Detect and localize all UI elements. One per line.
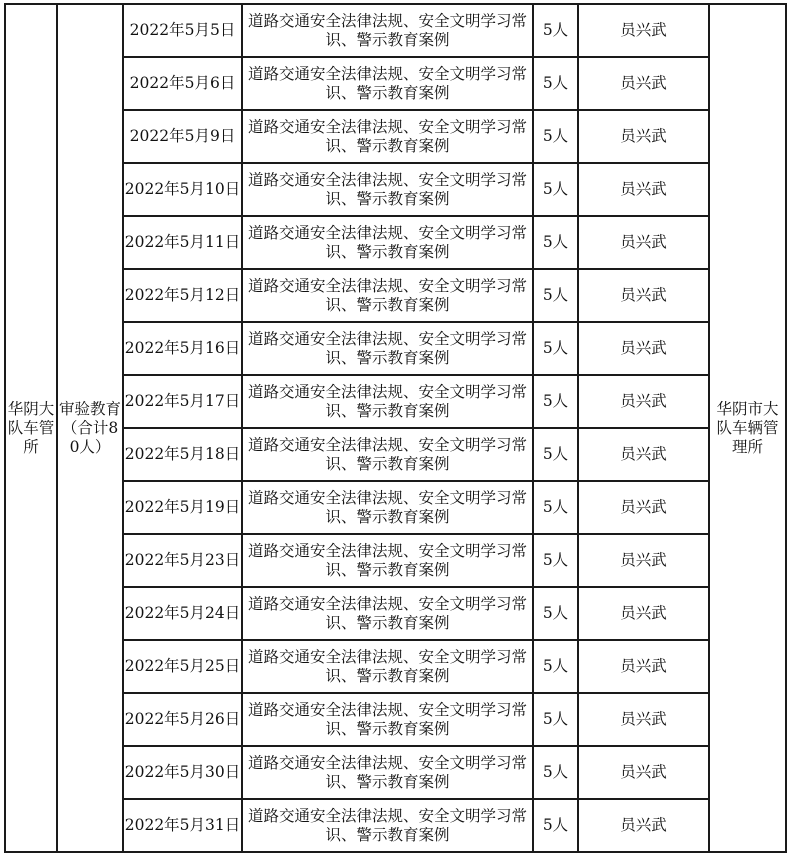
teacher-cell: 员兴武 — [578, 428, 709, 481]
content-cell: 道路交通安全法律法规、安全文明学习常识、警示教育案例 — [242, 534, 533, 587]
content-cell: 道路交通安全法律法规、安全文明学习常识、警示教育案例 — [242, 375, 533, 428]
content-cell: 道路交通安全法律法规、安全文明学习常识、警示教育案例 — [242, 110, 533, 163]
count-cell: 5人 — [533, 216, 578, 269]
date-cell: 2022年5月10日 — [123, 163, 242, 216]
content-cell: 道路交通安全法律法规、安全文明学习常识、警示教育案例 — [242, 163, 533, 216]
table-row — [5, 110, 786, 163]
schedule-table — [4, 3, 787, 853]
count-cell: 5人 — [533, 534, 578, 587]
date-cell: 2022年5月23日 — [123, 534, 242, 587]
teacher-cell: 员兴武 — [578, 163, 709, 216]
count-cell: 5人 — [533, 4, 578, 57]
table-row — [5, 4, 786, 57]
count-cell: 5人 — [533, 163, 578, 216]
content-cell: 道路交通安全法律法规、安全文明学习常识、警示教育案例 — [242, 587, 533, 640]
teacher-cell: 员兴武 — [578, 322, 709, 375]
unit-cell: 华阴大队车管所 — [5, 4, 57, 852]
count-cell: 5人 — [533, 428, 578, 481]
table-row — [5, 587, 786, 640]
content-cell: 道路交通安全法律法规、安全文明学习常识、警示教育案例 — [242, 693, 533, 746]
date-cell: 2022年5月24日 — [123, 587, 242, 640]
content-cell: 道路交通安全法律法规、安全文明学习常识、警示教育案例 — [242, 269, 533, 322]
date-cell: 2022年5月11日 — [123, 216, 242, 269]
date-cell: 2022年5月9日 — [123, 110, 242, 163]
table-row — [5, 322, 786, 375]
count-cell: 5人 — [533, 481, 578, 534]
content-cell: 道路交通安全法律法规、安全文明学习常识、警示教育案例 — [242, 428, 533, 481]
teacher-cell: 员兴武 — [578, 110, 709, 163]
table-row — [5, 163, 786, 216]
count-cell: 5人 — [533, 322, 578, 375]
content-cell: 道路交通安全法律法规、安全文明学习常识、警示教育案例 — [242, 481, 533, 534]
teacher-cell: 员兴武 — [578, 481, 709, 534]
teacher-cell: 员兴武 — [578, 587, 709, 640]
date-cell: 2022年5月26日 — [123, 693, 242, 746]
count-cell: 5人 — [533, 269, 578, 322]
table-row — [5, 534, 786, 587]
teacher-cell: 员兴武 — [578, 799, 709, 852]
count-cell: 5人 — [533, 375, 578, 428]
content-cell: 道路交通安全法律法规、安全文明学习常识、警示教育案例 — [242, 4, 533, 57]
table-row — [5, 481, 786, 534]
date-cell: 2022年5月5日 — [123, 4, 242, 57]
date-cell: 2022年5月17日 — [123, 375, 242, 428]
count-cell: 5人 — [533, 587, 578, 640]
count-cell: 5人 — [533, 693, 578, 746]
teacher-cell: 员兴武 — [578, 216, 709, 269]
date-cell: 2022年5月16日 — [123, 322, 242, 375]
date-cell: 2022年5月31日 — [123, 799, 242, 852]
category-cell: 审验教育（合计80人） — [57, 4, 123, 852]
teacher-cell: 员兴武 — [578, 57, 709, 110]
content-cell: 道路交通安全法律法规、安全文明学习常识、警示教育案例 — [242, 746, 533, 799]
content-cell: 道路交通安全法律法规、安全文明学习常识、警示教育案例 — [242, 799, 533, 852]
organizer-cell: 华阴市大队车辆管理所 — [709, 4, 786, 852]
count-cell: 5人 — [533, 746, 578, 799]
table-row — [5, 216, 786, 269]
teacher-cell: 员兴武 — [578, 640, 709, 693]
content-cell: 道路交通安全法律法规、安全文明学习常识、警示教育案例 — [242, 322, 533, 375]
content-cell: 道路交通安全法律法规、安全文明学习常识、警示教育案例 — [242, 57, 533, 110]
teacher-cell: 员兴武 — [578, 746, 709, 799]
content-cell: 道路交通安全法律法规、安全文明学习常识、警示教育案例 — [242, 216, 533, 269]
date-cell: 2022年5月25日 — [123, 640, 242, 693]
date-cell: 2022年5月19日 — [123, 481, 242, 534]
teacher-cell: 员兴武 — [578, 375, 709, 428]
teacher-cell: 员兴武 — [578, 4, 709, 57]
schedule-body — [5, 4, 786, 852]
table-row — [5, 746, 786, 799]
content-cell: 道路交通安全法律法规、安全文明学习常识、警示教育案例 — [242, 640, 533, 693]
teacher-cell: 员兴武 — [578, 693, 709, 746]
table-row — [5, 799, 786, 852]
count-cell: 5人 — [533, 640, 578, 693]
teacher-cell: 员兴武 — [578, 534, 709, 587]
date-cell: 2022年5月6日 — [123, 57, 242, 110]
table-row — [5, 269, 786, 322]
date-cell: 2022年5月18日 — [123, 428, 242, 481]
teacher-cell: 员兴武 — [578, 269, 709, 322]
table-row — [5, 693, 786, 746]
count-cell: 5人 — [533, 799, 578, 852]
table-row — [5, 57, 786, 110]
table-row — [5, 375, 786, 428]
date-cell: 2022年5月30日 — [123, 746, 242, 799]
count-cell: 5人 — [533, 57, 578, 110]
count-cell: 5人 — [533, 110, 578, 163]
table-row — [5, 428, 786, 481]
table-row — [5, 640, 786, 693]
date-cell: 2022年5月12日 — [123, 269, 242, 322]
